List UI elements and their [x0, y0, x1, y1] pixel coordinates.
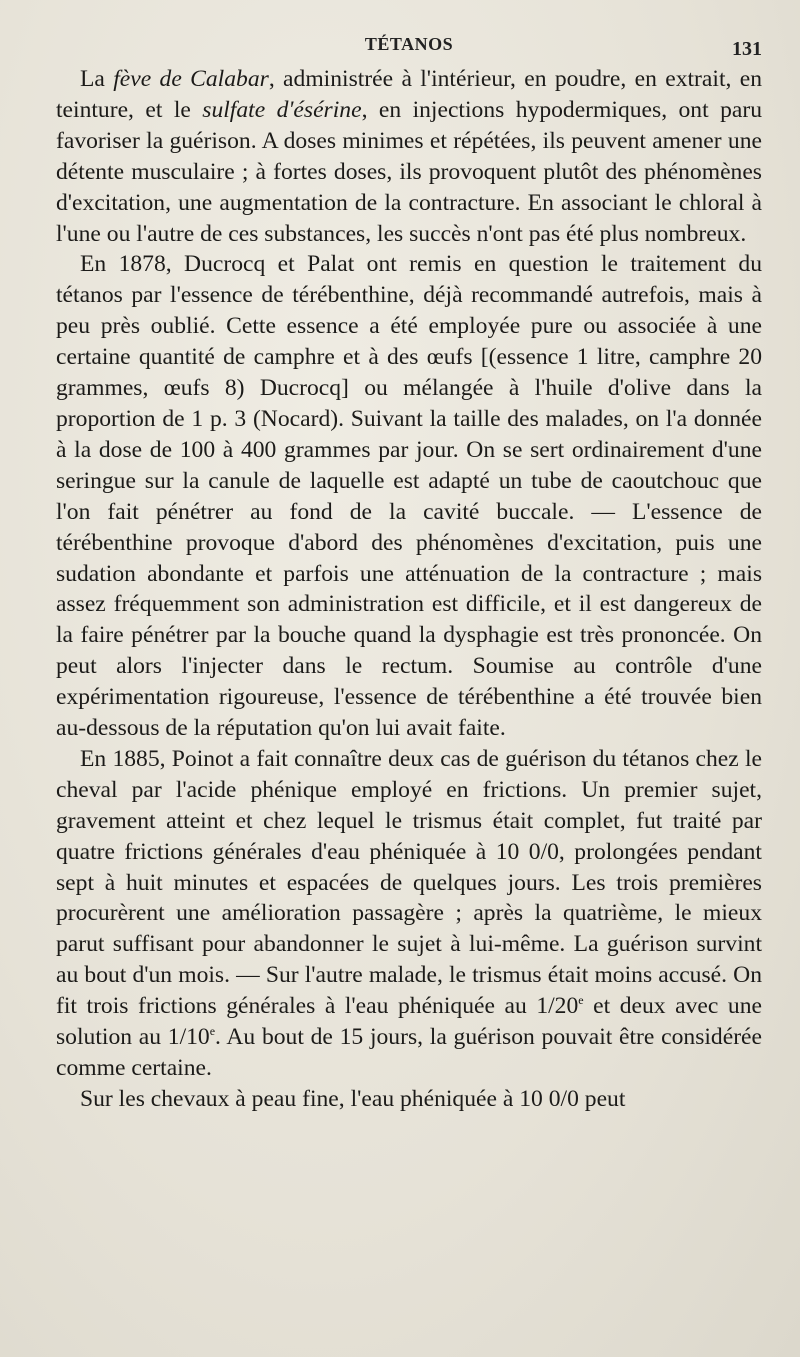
- running-title: TÉTANOS: [364, 34, 454, 54]
- page-header: [56, 30, 762, 64]
- paragraph-text: et deux avec une solution au 1/10: [56, 993, 762, 1051]
- paragraph-text: En 1885, Poinot a fait connaître deux cas de guérison du tétanos chez le cheval par l'acide phénique employé en frictions. Un premier sujet, gravement atteint et chez lequel le trismus était complet, fut traité par quatre frictions générales d'eau phéniquée à 10 0/0, prolongées pendant sept à huit minutes et espacées de quelques jours. Les trois premières procurèrent une amélioration passagère ; après la quatrième, le mieux parut suffisant pour abandonner le sujet à lui-même. La guérison survint au bout d'un mois. — Sur l'autre malade, le trismus était moins accusé. On fit trois frictions générales à l'eau phéniquée au 1/20: [56, 745, 762, 1020]
- paragraph-acide-phenique: [56, 744, 762, 1084]
- body-text: [56, 64, 762, 1115]
- italic-term: fève de Calabar: [113, 66, 269, 92]
- italic-term: sulfate d'ésérine: [202, 96, 362, 123]
- paragraph-calabar: [56, 64, 762, 249]
- paragraph-text: La: [80, 66, 114, 92]
- superscript: e: [578, 993, 584, 1008]
- paragraph-chevaux-peau-fine: Sur les chevaux à peau fine, l'eau phéniquée à 10 0/0 peut: [80, 1085, 626, 1112]
- paragraph-terebenthine: En 1878, Ducrocq et Palat ont remis en question le traitement du tétanos par l'essence de térébenthine, déjà recommandé autrefois, mais à peu près oublié. Cette essence a été employée pure ou associée à une certaine quantité de camphre et à des œufs [(essence 1 litre, camphre 20 grammes, œufs 8) Ducrocq] ou mélangée à l'huile d'olive dans la proportion de 1 p. 3 (Nocard). Suivant la taille des malades, on l'a donnée à la dose de 100 à 400 grammes par jour. On se sert ordinairement d'une seringue sur la canule de laquelle est adapté un tube de caoutchouc que l'on fait pénétrer au fond de la cavité buccale. — L'essence de térébenthine provoque d'abord des phénomènes d'excitation, puis une sudation abondante et parfois une atténuation de la contracture ; mais assez fréquemment son administration est difficile, et il est dangereux de la faire pénétrer par la bouche quand la dysphagie est très prononcée. On peut alors l'injecter dans le rectum. Soumise au contrôle d'une expérimentation rigoureuse, l'essence de térébenthine a été trouvée bien au-dessous de la réputation qu'on lui avait faite.: [56, 251, 762, 742]
- superscript: e: [209, 1024, 216, 1039]
- paragraph-text: , en injections hypodermiques, ont paru favoriser la guérison. A doses minimes et répétées, ils peuvent amener une détente musculaire ; à fortes doses, ils provoquent plutôt des phénomènes d'excitation, une augmentation de la contracture. En associant le chloral à l'une ou l'autre de ces substances, les succès n'ont pas été plus nombreux.: [56, 96, 762, 247]
- page-number: 131: [732, 38, 762, 60]
- paragraph-text: , administrée à l'intérieur, en poudre, en extrait, en teinture, et le: [56, 66, 762, 123]
- paragraph-text: . Au bout de 15 jours, la guérison pouvait être considérée comme certaine.: [56, 1024, 762, 1081]
